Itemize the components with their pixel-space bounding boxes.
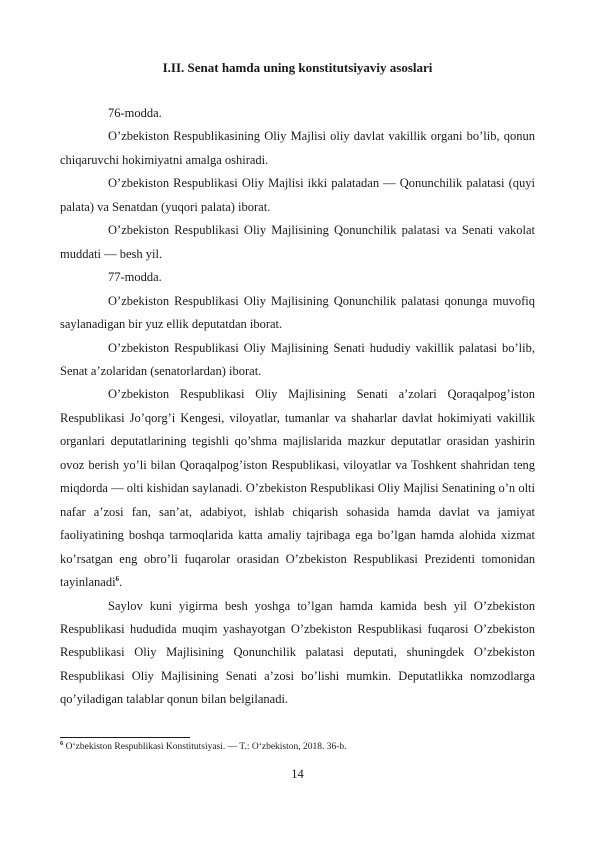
section-heading: I.II. Senat hamda uning konstitutsiyaviy asoslari [162,60,433,75]
body-text [60,102,535,712]
paragraph: O’zbekiston Respublikasi Oliy Majlisi ikki palatadan — Qonunchilik palatasi (quyi palata) va Senatdan (yuqori palata) iborat. [60,176,535,214]
article-number: 77-modda. [108,270,162,285]
paragraph: O’zbekiston Respublikasi Oliy Majlisining Senati hududiy vakillik palatasi bo’lib, Senat a’zolaridan (senatorlardan) iborat. [60,340,535,378]
footnote-marker: 6 [60,739,64,747]
footnote-separator [60,737,190,738]
paragraph: O’zbekiston Respublikasi Oliy Majlisining Qonunchilik palatasi qonunga muvofiq saylanadigan bir yuz ellik deputatdan iborat. [60,293,535,332]
footnote-reference[interactable]: 6 [115,574,120,583]
footnote-text: O‘zbekiston Respublikasi Konstitutsiyasi. — T.: O‘zbekiston, 2018. 36-b. [63,742,347,752]
page-number: 14 [291,767,304,781]
sentence-end: . [119,575,123,590]
paragraph-text: O’zbekiston Respublikasi Oliy Majlisining Senati a’zolari Qoraqalpog’iston Respublikasi Jo’qorg’i Kengesi, viloyatlar, tumanlar va shaharlar davlat hokimiyati vakillik organlari deputatlarining tegishli qo’shma majlislarida mazkur deputatlar orasidan yashirin ovoz berish yo’li bilan Qoraqalpog’iston Respublikasi, viloyatlar va Toshkent shahridan teng miqdorda — olti kishidan saylanadi. O’zbekiston Respublikasi Oliy Majlisi Senatining o’n olti nafar a’zosi fan, san’at, adabiyot, ishlab chiqarish sohasida hamda davlat va jamiyat faoliyatining boshqa tarmoqlarida katta amaliy tajribaga ega bo’lgan hamda alohida xizmat ko’rsatgan eng obro’li fuqarolar orasidan O’zbekiston Respublikasi Prezidenti tomonidan tayinlanadi [60,387,535,590]
paragraph: O’zbekiston Respublikasining Oliy Majlisi oliy davlat vakillik organi bo’lib, qonun chiqaruvchi hokimiyatni amalga oshiradi. [60,129,535,167]
paragraph: Saylov kuni yigirma besh yoshga to’lgan hamda kamida besh yil O’zbekiston Respublikasi hududida muqim yashayotgan O’zbekiston Respublikasi fuqarosi O’zbekiston Respublikasi Oliy Majlisining Qonunchilik palatasi deputati, shuningdek O’zbekiston Respublikasi Oliy Majlisining Senati a’zosi bo’lishi mumkin. Deputatlikka nomzodlarga qo’yiladigan talablar qonun bilan belgilanadi. [60,598,535,707]
footnote [60,740,535,754]
article-number: 76-modda. [108,106,162,120]
paragraph-with-footnote [60,383,535,594]
paragraph: O’zbekiston Respublikasi Oliy Majlisining Qonunchilik palatasi va Senati vakolat muddati — besh yil. [60,223,535,261]
